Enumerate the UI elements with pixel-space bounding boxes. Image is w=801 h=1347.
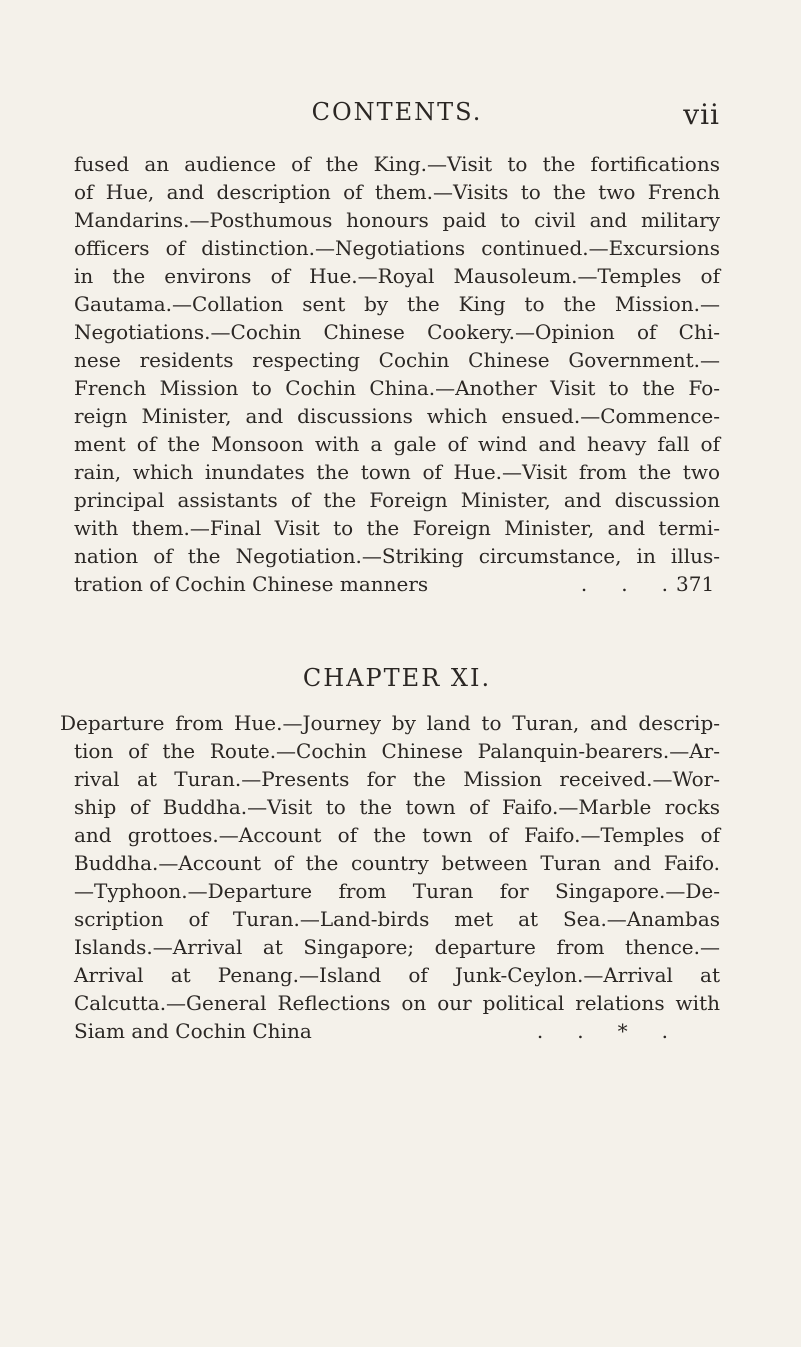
leader-dot: . (661, 1019, 668, 1043)
text-line: Buddha.—Account of the country between Turan and Faifo. (74, 851, 720, 875)
text-line-with-leader (74, 1017, 720, 1045)
leader-dot: . (536, 1019, 544, 1043)
page-number: vii (683, 98, 720, 131)
contents-entry-chapter-xi (60, 709, 720, 1045)
text-line: Departure from Hue.—Journey by land to Turan, and descrip- (60, 711, 720, 735)
page-reference: 371 (676, 572, 715, 596)
dot-leader (537, 1017, 668, 1045)
text-line: Siam and Cochin China (74, 1019, 312, 1043)
text-line: nation of the Negotiation.—Striking circumstance, in illus- (74, 544, 720, 568)
text-line: rain, which inundates the town of Hue.—Visit from the two (74, 460, 720, 484)
text-line: Gautama.—Collation sent by the King to the Mission.— (74, 292, 720, 316)
text-line: of Hue, and description of them.—Visits to the two French (74, 180, 720, 204)
text-line: tion of the Route.—Cochin Chinese Palanquin-bearers.—Ar- (74, 739, 720, 763)
text-line: ship of Buddha.—Visit to the town of Faifo.—Marble rocks (74, 795, 720, 819)
text-line-with-page-ref (74, 570, 720, 598)
text-line: Islands.—Arrival at Singapore; departure from thence.— (74, 935, 720, 959)
leader-dot: . (621, 572, 628, 596)
dot-leader (581, 570, 668, 598)
text-line: ment of the Monsoon with a gale of wind and heavy fall of (74, 432, 720, 456)
text-line: Mandarins.—Posthumous honours paid to civil and military (74, 208, 720, 232)
text-line: Calcutta.—General Reflections on our political relations with (74, 991, 720, 1015)
leader-dot: . (580, 572, 588, 596)
leader-dot: . (577, 1019, 584, 1043)
text-line: tration of Cochin Chinese manners (74, 572, 429, 596)
text-line: French Mission to Cochin China.—Another Visit to the Fo- (74, 376, 720, 400)
text-line: —Typhoon.—Departure from Turan for Singapore.—De- (74, 879, 720, 903)
contents-entry-chapter-x (74, 150, 720, 598)
text-line: reign Minister, and discussions which ensued.—Commence- (74, 404, 720, 428)
text-line: rival at Turan.—Presents for the Mission received.—Wor- (74, 767, 720, 791)
text-line: in the environs of Hue.—Royal Mausoleum.—Temples of (74, 264, 720, 288)
text-line: nese residents respecting Cochin Chinese Government.— (74, 348, 720, 372)
text-line: with them.—Final Visit to the Foreign Minister, and termi- (74, 516, 720, 540)
running-header (74, 98, 720, 132)
text-line: and grottoes.—Account of the town of Faifo.—Temples of (74, 823, 720, 847)
page-reference (676, 1017, 720, 1045)
text-line: scription of Turan.—Land-birds met at Sea.—Anambas (74, 907, 720, 931)
chapter-heading: CHAPTER XI. (302, 664, 492, 692)
text-line: fused an audience of the King.—Visit to the fortifications (74, 152, 720, 176)
text-line: officers of distinction.—Negotiations continued.—Excursions (74, 236, 720, 260)
text-line: Arrival at Penang.—Island of Junk-Ceylon.—Arrival at (74, 963, 720, 987)
text-line: Negotiations.—Cochin Chinese Cookery.—Opinion of Chi- (74, 320, 720, 344)
leader-dot: * (617, 1019, 628, 1043)
running-title: CONTENTS. (311, 98, 483, 126)
text-line: principal assistants of the Foreign Minister, and discussion (74, 488, 720, 512)
leader-dot: . (661, 572, 668, 596)
